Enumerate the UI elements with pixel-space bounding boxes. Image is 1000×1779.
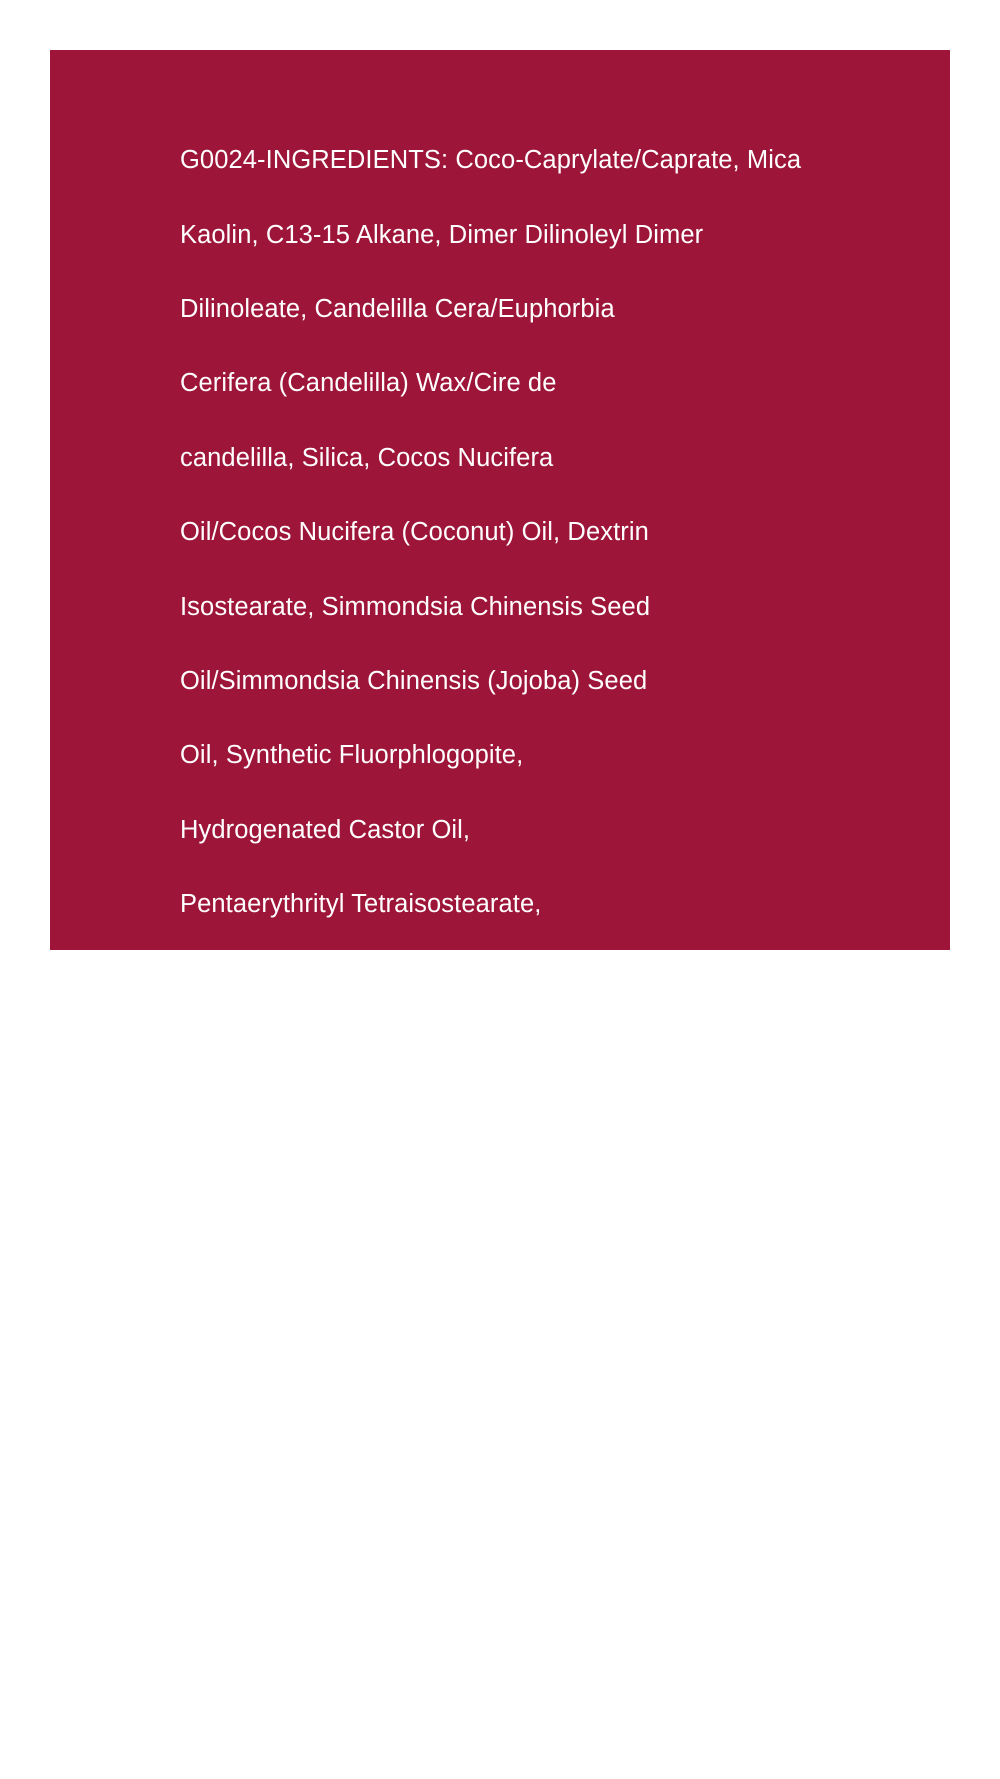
- ingredients-line: CI 42090/Blue 1 Lake, CI 45410/Red 28 Lake].: [90, 1708, 624, 1737]
- ingredients-line: CI 77891/Titanium Dioxide, CI 77491/Iron Oxides,: [90, 1485, 657, 1514]
- ingredients-line: Glycol, Alcohol, Aluminum Hydroxide,: [90, 1187, 516, 1216]
- ingredients-line: Disteardimonium Hectorite, Calcium: [180, 964, 591, 993]
- ingredients-line: Pyrophosphate, Aluminum Benzoate,: [90, 1336, 513, 1365]
- ingredients-line: Oil/Simmondsia Chinensis (Jojoba) Seed: [180, 667, 648, 696]
- ingredients-line: Tin Oxide, Tocopherol [+/- CI 15850/Red 6,: [90, 1411, 579, 1440]
- ingredients-line: Pentaerythrityl Tetraisostearate,: [180, 890, 542, 919]
- ingredients-line: CI 77499/Iron Oxides, CI 19140/Yellow 5 Lake,: [90, 1634, 624, 1663]
- ingredients-line: Kaolin, C13-15 Alkane, Dimer Dilinoleyl Dimer: [180, 220, 704, 249]
- ingredients-text-block: [90, 105, 920, 1779]
- ingredients-panel: [50, 50, 950, 1737]
- ingredients-line: Isostearate, Simmondsia Chinensis Seed: [180, 592, 651, 621]
- ingredients-line: G0024-INGREDIENTS: Coco-Caprylate/Caprate, Mica: [180, 146, 802, 175]
- ingredients-line: Oil/Cocos Nucifera (Coconut) Oil, Dextrin: [180, 518, 649, 547]
- ingredients-line: Cerifera (Candelilla) Wax/Cire de: [180, 369, 557, 398]
- ingredients-line: Ethylhexylglycerin, Tetrasodium: [90, 1262, 450, 1291]
- ingredients-line: Titanium Borosilicate, Alumina,: [180, 1039, 531, 1068]
- ingredients-line: Hydrogenated Castor Oil,: [180, 815, 471, 844]
- ingredients-line: candelilla, Silica, Cocos Nucifera: [180, 443, 554, 472]
- ingredients-line: Dilinoleate, Candelilla Cera/Euphorbia: [180, 295, 615, 324]
- ingredients-line: CI 15850/Red 7 Lake, CI 77492/Iron Oxides,: [90, 1559, 598, 1588]
- ingredients-line: Phenoxyethanol, Barium Sulfate, Caprylyl: [90, 1113, 565, 1142]
- ingredients-line: Oil, Synthetic Fluorphlogopite,: [180, 741, 524, 770]
